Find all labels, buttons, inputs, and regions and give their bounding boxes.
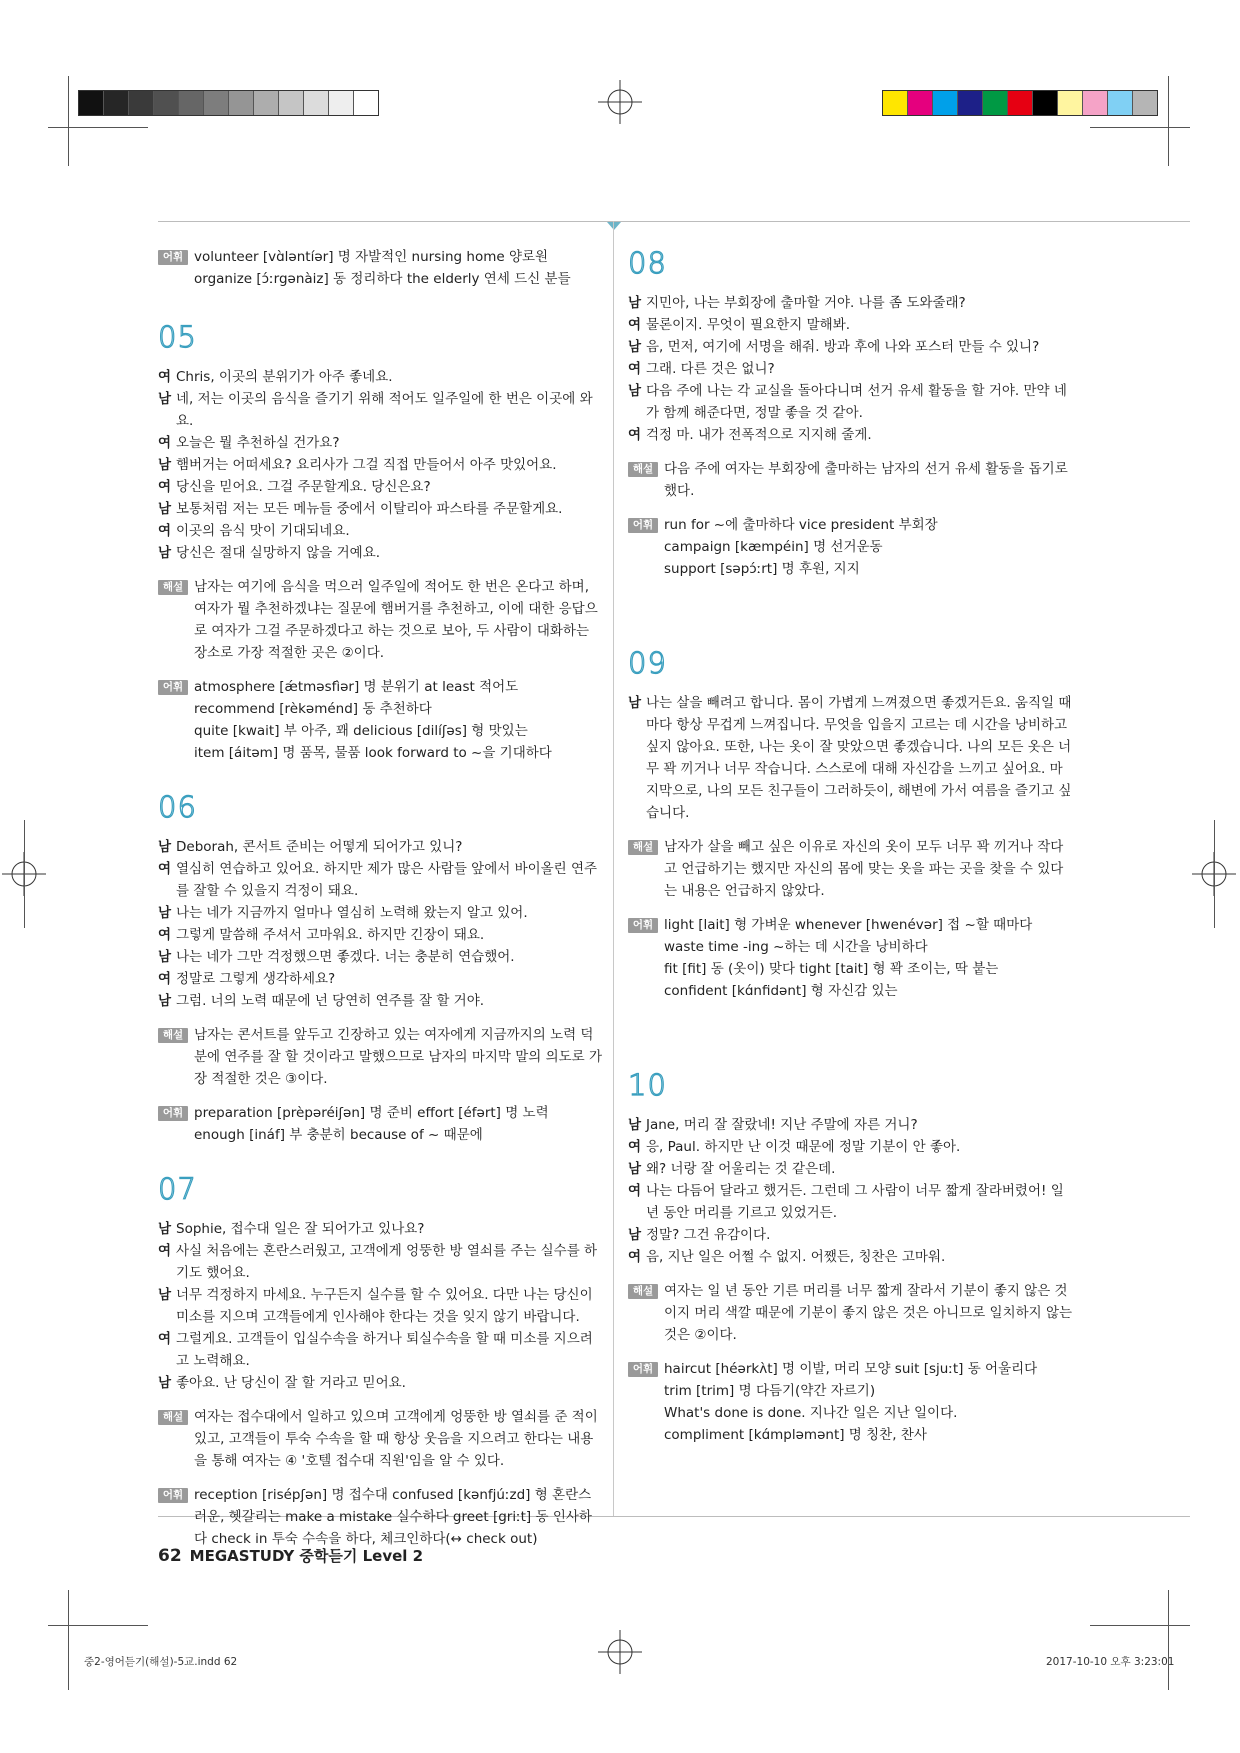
color-swatch [179, 91, 204, 115]
color-swatch [1083, 91, 1108, 115]
color-swatch [304, 91, 329, 115]
vocab-row: waste time -ing ~하는 데 시간을 낭비하다 [664, 939, 928, 955]
crop-mark [1090, 1625, 1190, 1626]
question-08 [628, 246, 1075, 580]
vocab-box [158, 1484, 603, 1550]
dialogue-line: 남 나는 네가 그만 걱정했으면 좋겠다. 너는 충분히 연습했어. [158, 949, 515, 965]
vocab-tag: 어휘 [628, 918, 658, 933]
crop-mark [48, 1625, 148, 1626]
vocab-tag: 어휘 [158, 680, 188, 695]
dialogue-line: 여 열심히 연습하고 있어요. 하지만 제가 많은 사람들 앞에서 바이올린 연주를 잘할 수 있을지 걱정이 돼요. [158, 861, 598, 899]
timestamp-slug: 2017-10-10 오후 3:23:01 [1046, 1656, 1175, 1668]
question-09 [628, 646, 1075, 1002]
dialogue-line: 남 정말? 그건 유감이다. [628, 1227, 771, 1243]
color-swatch [229, 91, 254, 115]
vocab-box [158, 1102, 603, 1146]
dialogue-line: 남 Jane, 머리 잘 잘랐네! 지난 주말에 자른 거니? [628, 1117, 918, 1133]
explanation-box [158, 1024, 603, 1090]
grayscale-color-bar [78, 90, 379, 116]
explanation-tag: 해설 [628, 1284, 658, 1299]
vocab-row: volunteer [vɑ̀ləntíər] 명 자발적인 nursing home 양로원 [194, 249, 549, 265]
vocab-tag: 어휘 [158, 250, 188, 265]
left-column [158, 246, 603, 1550]
vocab-row: campaign [kæmpéin] 명 선거운동 [664, 539, 883, 555]
vocab-text: reception [risépʃən] 명 접수대 confused [kənfjúːzd] 형 혼란스러운, 헷갈리는 make a mistake 실수하다 greet [griːt] 동 인사하다 check in 투숙 수속을 하다, 체크인하다(↔ check out) [194, 1487, 592, 1547]
dialogue-line: 여 당신을 믿어요. 그걸 주문할게요. 당신은요? [158, 479, 431, 495]
explanation-text: 남자가 살을 빼고 싶은 이유로 자신의 옷이 모두 너무 꽉 끼거나 작다고 언급하기는 했지만 자신의 몸에 맞는 옷을 파는 곳을 찾을 수 있다는 내용은 언급하지 않았다. [664, 839, 1064, 899]
question-number: 07 [158, 1172, 197, 1206]
vocab-tag: 어휘 [158, 1488, 188, 1503]
explanation-box [628, 1280, 1075, 1346]
dialogue-line: 남 나는 네가 지금까지 얼마나 열심히 노력해 왔는지 알고 있어. [158, 905, 528, 921]
explanation-tag: 해설 [628, 462, 658, 477]
dialogue-line: 여 Chris, 이곳의 분위기가 아주 좋네요. [158, 369, 393, 385]
crop-mark [1090, 127, 1190, 128]
color-swatch [933, 91, 958, 115]
vocab-row: quite [kwait] 부 아주, 꽤 delicious [dilíʃəs] 형 맛있는 [194, 723, 528, 739]
crop-mark [1168, 1590, 1169, 1690]
dialogue [158, 1218, 603, 1394]
vocab-row: enough [ináf] 부 충분히 because of ~ 때문에 [194, 1127, 483, 1143]
dialogue [158, 366, 603, 564]
color-swatch [104, 91, 129, 115]
vocab-row: item [áitəm] 명 품목, 물품 look forward to ~을 기대하다 [194, 745, 552, 761]
page-number: 62 [158, 1546, 182, 1566]
dialogue-line: 남 음, 먼저, 여기에 서명을 해줘. 방과 후에 나와 포스터 만들 수 있니? [628, 339, 1040, 355]
top-vocab-box [158, 246, 603, 290]
dialogue-line: 남 햄버거는 어떠세요? 요리사가 그걸 직접 만들어서 아주 맛있어요. [158, 457, 557, 473]
page-footer [158, 1545, 423, 1566]
color-swatch [154, 91, 179, 115]
vocab-box [628, 514, 1075, 580]
color-swatch [129, 91, 154, 115]
dialogue-line: 남 좋아요. 난 당신이 잘 할 거라고 믿어요. [158, 1375, 406, 1391]
dialogue-line: 남 보통처럼 저는 모든 메뉴들 중에서 이탈리아 파스타를 주문할게요. [158, 501, 563, 517]
dialogue-line: 여 그럴게요. 고객들이 입실수속을 하거나 퇴실수속을 할 때 미소를 지으려고 노력해요. [158, 1331, 593, 1369]
column-marker-icon [607, 222, 621, 230]
dialogue-line: 여 그래. 다른 것은 없니? [628, 361, 775, 377]
explanation-box [628, 836, 1075, 902]
question-05 [158, 320, 603, 764]
dialogue-line: 남 다음 주에 나는 각 교실을 돌아다니며 선거 유세 활동을 할 거야. 만약 네가 함께 해준다면, 정말 좋을 것 같아. [628, 383, 1067, 421]
vocab-tag: 어휘 [158, 1106, 188, 1121]
color-swatch [908, 91, 933, 115]
vocab-box [158, 676, 603, 764]
question-number: 09 [628, 646, 667, 680]
color-swatch [1058, 91, 1083, 115]
question-number: 08 [628, 246, 667, 280]
column-divider [613, 221, 614, 1517]
explanation-text: 여자는 일 년 동안 기른 머리를 너무 짧게 잘라서 기분이 좋지 않은 것이지 머리 색깔 때문에 기분이 좋지 않은 것은 아니므로 일치하지 않는 것은 ②이다. [664, 1283, 1073, 1343]
dialogue-line: 여 물론이지. 무엇이 필요한지 말해봐. [628, 317, 851, 333]
color-swatch [883, 91, 908, 115]
dialogue-line: 여 나는 다듬어 달라고 했거든. 그런데 그 사람이 너무 짧게 잘라버렸어! 일 년 동안 머리를 기르고 있었거든. [628, 1183, 1064, 1221]
question-10 [628, 1068, 1075, 1446]
question-06 [158, 790, 603, 1146]
dialogue-line: 여 이곳의 음식 맛이 기대되네요. [158, 523, 350, 539]
vocab-row: compliment [kɑ́mpləmənt] 명 칭찬, 찬사 [664, 1427, 927, 1443]
book-title: MEGASTUDY 중학듣기 Level 2 [189, 1547, 424, 1565]
crop-mark [24, 820, 25, 928]
explanation-tag: 해설 [158, 1410, 188, 1425]
crop-mark [68, 1590, 69, 1690]
vocab-row: organize [ɔ́ːrgənàiz] 동 정리하다 the elderly 연세 드신 분들 [194, 271, 571, 287]
color-swatch [1108, 91, 1133, 115]
color-swatch [254, 91, 279, 115]
color-swatch [279, 91, 304, 115]
color-swatch [1008, 91, 1033, 115]
registration-mark-icon [598, 1630, 642, 1674]
dialogue-line: 남 네, 저는 이곳의 음식을 즐기기 위해 적어도 일주일에 한 번은 이곳에 와요. [158, 391, 593, 429]
vocab-row: support [səpɔ́ːrt] 명 후원, 지지 [664, 561, 860, 577]
dialogue-line: 남 그럼. 너의 노력 때문에 넌 당연히 연주를 잘 할 거야. [158, 993, 485, 1009]
vocab-row: atmosphere [ǽtməsfìər] 명 분위기 at least 적어도 [194, 679, 519, 695]
crop-mark [1214, 820, 1215, 928]
question-number: 05 [158, 320, 197, 354]
crop-mark [48, 127, 148, 128]
dialogue [628, 292, 1075, 446]
vocab-row: trim [trim] 명 다듬기(약간 자르기) [664, 1383, 876, 1399]
dialogue [158, 836, 603, 1012]
vocab-row: haircut [héərkʌ̀t] 명 이발, 머리 모양 suit [sjuːt] 동 어울리다 [664, 1361, 1038, 1377]
vocab-row: fit [fit] 동 (옷이) 맞다 tight [tait] 형 꽉 조이는, 딱 붙는 [664, 961, 999, 977]
vocab-tag: 어휘 [628, 518, 658, 533]
dialogue-line: 여 정말로 그렇게 생각하세요? [158, 971, 336, 987]
dialogue-line: 남 너무 걱정하지 마세요. 누구든지 실수를 할 수 있어요. 다만 나는 당신이 미소를 지으며 고객들에게 인사해야 한다는 것을 잊지 않기 바랍니다. [158, 1287, 593, 1325]
dialogue-line: 여 음, 지난 일은 어쩔 수 없지. 어쨌든, 칭찬은 고마워. [628, 1249, 946, 1265]
dialogue-line: 남 나는 살을 빼려고 합니다. 몸이 가볍게 느껴졌으면 좋겠거든요. 움직일 때마다 항상 무겁게 느껴집니다. 무엇을 입을지 고르는 데 시간을 낭비하고 싶지 않아요. 또한, 나는 옷이 잘 맞았으면 좋겠습니다. 나의 모든 옷은 너무 꽉 끼거나 너무 작습니다. 스스로에 대해 자신감을 느끼고 싶어요. 마지막으로, 나의 모든 친구들이 그러하듯이, 해변에 가서 여름을 즐기고 싶습니다. [628, 695, 1072, 821]
cmyk-color-bar [882, 90, 1158, 116]
vocab-box [628, 914, 1075, 1002]
dialogue-line: 남 당신은 절대 실망하지 않을 거예요. [158, 545, 381, 561]
dialogue-line: 여 오늘은 뭘 추천하실 건가요? [158, 435, 340, 451]
explanation-box [158, 576, 603, 664]
color-swatch [329, 91, 354, 115]
monologue [628, 692, 1075, 824]
explanation-text: 남자는 여기에 음식을 먹으러 일주일에 적어도 한 번은 온다고 하며, 여자가 뭘 추천하겠냐는 질문에 햄버거를 추천하고, 이에 대한 응답으로 여자가 그걸 주문하겠다고 하는 것으로 보아, 두 사람이 대화하는 장소로 가장 적절한 곳은 ②이다. [194, 579, 598, 661]
dialogue-line: 여 응, Paul. 하지만 난 이것 때문에 정말 기분이 안 좋아. [628, 1139, 961, 1155]
question-number: 06 [158, 790, 197, 824]
vocab-row: What's done is done. 지나간 일은 지난 일이다. [664, 1405, 958, 1421]
vocab-box [628, 1358, 1075, 1446]
dialogue [628, 1114, 1075, 1268]
explanation-text: 남자는 콘서트를 앞두고 긴장하고 있는 여자에게 지금까지의 노력 덕분에 연주를 잘 할 것이라고 말했으므로 남자의 마지막 말의 의도로 가장 적절한 것은 ③이다. [194, 1027, 603, 1087]
color-swatch [204, 91, 229, 115]
dialogue-line: 남 왜? 너랑 잘 어울리는 것 같은데. [628, 1161, 836, 1177]
vocab-row: confident [kɑ́nfidənt] 형 자신감 있는 [664, 983, 898, 999]
explanation-box [158, 1406, 603, 1472]
right-column [628, 246, 1075, 1446]
color-swatch [983, 91, 1008, 115]
dialogue-line: 남 지민아, 나는 부회장에 출마할 거야. 나를 좀 도와줄래? [628, 295, 966, 311]
explanation-tag: 해설 [628, 840, 658, 855]
explanation-tag: 해설 [158, 1028, 188, 1043]
explanation-box [628, 458, 1075, 502]
question-number: 10 [628, 1068, 667, 1102]
color-swatch [1033, 91, 1058, 115]
color-swatch [1133, 91, 1157, 115]
explanation-tag: 해설 [158, 580, 188, 595]
vocab-row: preparation [prèpəréiʃən] 명 준비 effort [éfərt] 명 노력 [194, 1105, 549, 1121]
dialogue-line: 남 Sophie, 접수대 일은 잘 되어가고 있나요? [158, 1221, 425, 1237]
crop-mark [68, 76, 69, 166]
vocab-row: recommend [rèkəménd] 동 추천하다 [194, 701, 432, 717]
vocab-tag: 어휘 [628, 1362, 658, 1377]
explanation-text: 여자는 접수대에서 일하고 있으며 고객에게 엉뚱한 방 열쇠를 준 적이 있고, 고객들이 투숙 수속을 할 때 항상 웃음을 지으려고 한다는 내용을 통해 여자는 ④ '호텔 접수대 직원'임을 알 수 있다. [194, 1409, 598, 1469]
color-swatch [354, 91, 378, 115]
file-slug: 중2-영어듣기(해설)-5교.indd 62 [84, 1656, 238, 1668]
crop-mark [1168, 76, 1169, 166]
dialogue-line: 남 Deborah, 콘서트 준비는 어떻게 되어가고 있니? [158, 839, 463, 855]
registration-mark-icon [598, 80, 642, 124]
color-swatch [958, 91, 983, 115]
dialogue-line: 여 그렇게 말씀해 주셔서 고마워요. 하지만 긴장이 돼요. [158, 927, 485, 943]
color-swatch [79, 91, 104, 115]
explanation-text: 다음 주에 여자는 부회장에 출마하는 남자의 선거 유세 활동을 돕기로 했다. [664, 461, 1068, 499]
vocab-row: light [lait] 형 가벼운 whenever [hwenévər] 접 ~할 때마다 [664, 917, 1033, 933]
vocab-row: run for ~에 출마하다 vice president 부회장 [664, 517, 938, 533]
dialogue-line: 여 사실 처음에는 혼란스러웠고, 고객에게 엉뚱한 방 열쇠를 주는 실수를 하기도 했어요. [158, 1243, 598, 1281]
dialogue-line: 여 걱정 마. 내가 전폭적으로 지지해 줄게. [628, 427, 872, 443]
top-rule [158, 221, 1190, 222]
question-07 [158, 1172, 603, 1550]
